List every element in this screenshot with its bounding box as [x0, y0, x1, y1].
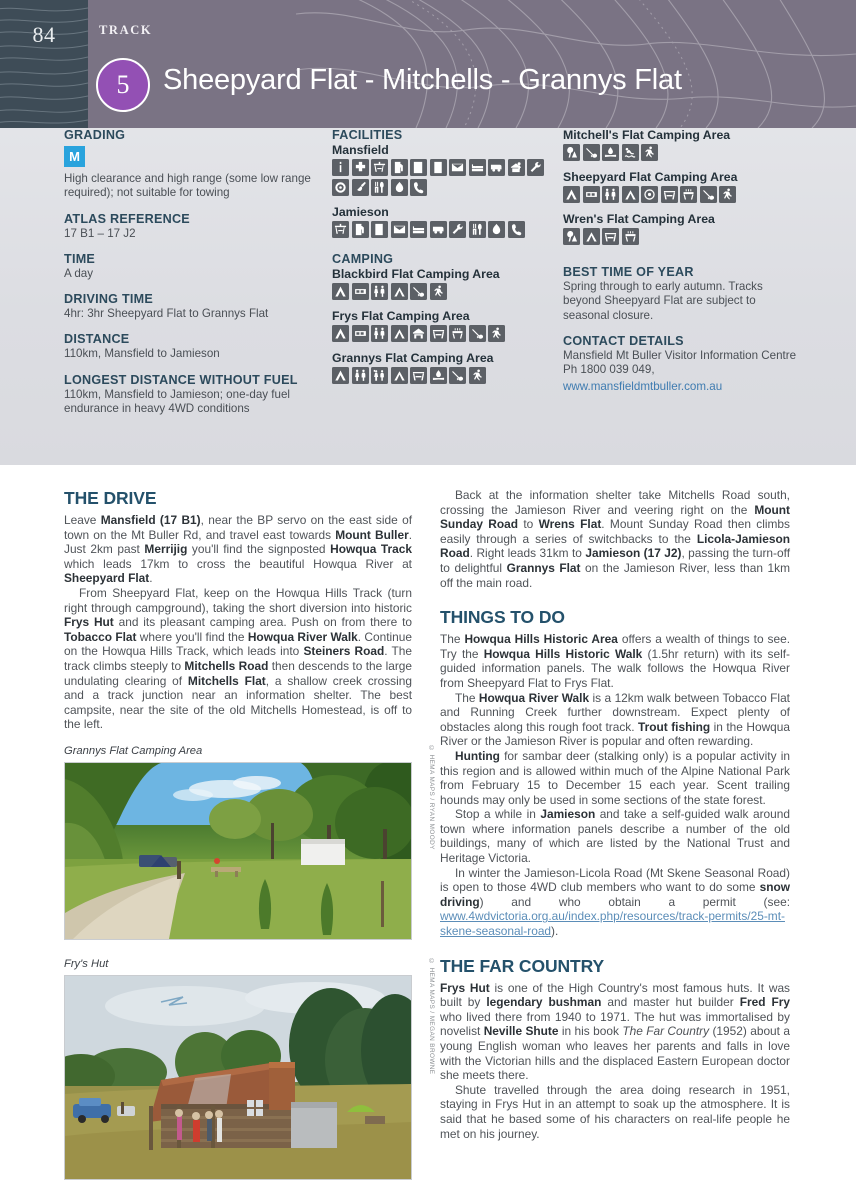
emphasis: Hunting	[455, 748, 500, 763]
book-title: The Far Country	[622, 1024, 710, 1039]
far-country-paragraph-2	[440, 1083, 790, 1141]
text-run: Shute travelled through the area doing research in 1951, staying in Frys Hut in an attempt to soak up the atmosphere. It is said that he based some of his characters on real-life people he met on his journey.	[440, 1082, 790, 1141]
page-spine	[0, 0, 88, 128]
emphasis: Howqua Hills Historic Area	[464, 632, 618, 647]
page-number: 84	[32, 22, 56, 47]
facilities-heading: FACILITIES	[332, 128, 403, 142]
things-to-do-heading: THINGS TO DO	[440, 607, 565, 628]
emphasis: Frys Hut	[64, 615, 114, 630]
camping-area-name: Wren's Flat Camping Area	[563, 212, 715, 226]
tent-icon	[332, 283, 349, 300]
telephone-icon	[410, 179, 427, 196]
figure-2-photo	[64, 975, 412, 1180]
visitor-centre-icon	[508, 159, 525, 176]
time-block	[64, 252, 314, 281]
emphasis: Grannys Flat	[506, 560, 581, 575]
fishing-icon	[410, 283, 427, 300]
text-run: ) and who obtain a permit (see:	[479, 894, 790, 909]
time-heading: TIME	[64, 251, 96, 266]
text-run: . Right leads 31km to	[469, 546, 586, 561]
emphasis: Trout fishing	[638, 719, 711, 734]
emphasis: Frys Hut	[440, 980, 490, 995]
emphasis: Licola-Jamieson Road	[440, 531, 790, 561]
walking-icon	[488, 325, 505, 342]
info-column-right	[563, 128, 803, 406]
tent-icon	[332, 367, 349, 384]
track-number-badge	[96, 58, 150, 112]
bbq-icon	[449, 325, 466, 342]
text-run: in his book	[558, 1024, 623, 1039]
info-column-left	[64, 128, 314, 427]
text-run: (1952) about a young English woman who leaves her parents and falls in love with the Victorian hills and the displaced Eastern European doctor she meets there.	[440, 1024, 790, 1083]
bush-camp-icon	[563, 144, 580, 161]
caravan-icon	[352, 325, 369, 342]
the-drive-paragraph-2	[64, 586, 412, 732]
facility-group	[332, 143, 547, 196]
things-to-do-paragraph-1	[440, 632, 790, 690]
shop-icon	[410, 159, 427, 176]
text-run: Back at the information shelter take Mitchells Road south, crossing the Jamieson River and veering right on the	[440, 488, 790, 517]
figure-1-caption: Grannys Flat Camping Area	[64, 745, 203, 757]
text-run: The	[455, 690, 479, 705]
bbq-icon	[622, 228, 639, 245]
emphasis: Howqua River Walk	[478, 690, 590, 705]
figure-frys-hut	[64, 958, 435, 1180]
camper-trailer-icon	[391, 367, 408, 384]
accommodation-icon	[469, 159, 486, 176]
the-drive-paragraph-1	[64, 513, 412, 586]
camping-area-name: Frys Flat Camping Area	[332, 308, 470, 323]
track-label: TRACK	[99, 23, 153, 37]
camping-heading: CAMPING	[332, 251, 394, 266]
text-run: in the Howqua River or the Jamieson River is popular and often rewarding.	[440, 719, 791, 749]
grading-badge: M	[64, 146, 85, 167]
things-to-do-paragraph-4	[440, 807, 790, 865]
text-run: and its pleasant camping area. Push on from there to	[113, 615, 412, 630]
text-run: , passing the turn-off to delightful	[440, 546, 791, 575]
toilets-icon	[352, 367, 369, 384]
tent-icon	[563, 186, 580, 203]
picnic-table-icon	[602, 228, 619, 245]
text-run: In winter the Jamieson-Licola Road (Mt Skene Seasonal Road) is open to those 4WD club members who want to do some	[440, 865, 790, 895]
longest-distance-heading: LONGEST DISTANCE WITHOUT FUEL	[64, 372, 298, 387]
figure-2-credit: © HEMA MAPS / MEGAN BROWNE	[428, 958, 435, 1075]
walking-icon	[719, 186, 736, 203]
gas-icon	[488, 221, 505, 238]
hut-photo-art	[65, 976, 411, 1179]
disabled-toilets-icon	[371, 367, 388, 384]
phone-box-icon	[371, 221, 388, 238]
text-run: . The track climbs steeply to	[64, 644, 412, 673]
icon-row	[332, 367, 547, 384]
contact-line-2: Ph 1800 039 049,	[563, 363, 655, 377]
fishing-icon	[700, 186, 717, 203]
campfire-icon	[602, 144, 619, 161]
text-run: . Continue on the Howqua Hills Track, which leads into	[64, 629, 412, 659]
the-drive-paragraph-3	[440, 488, 790, 590]
icon-row	[563, 228, 778, 245]
figure-grannys-flat	[64, 745, 435, 940]
inline-link[interactable]: www.4wdvictoria.org.au/index.php/resources/track-permits/25-mt-skene-seasonal-road	[440, 909, 785, 939]
emphasis: snow driving	[440, 880, 790, 909]
text-run: you'll find the signposted	[187, 542, 331, 557]
camping-area	[563, 128, 803, 161]
camping-area	[563, 170, 803, 203]
camping-area	[332, 267, 547, 300]
emphasis: Mitchells Road	[184, 658, 269, 673]
emphasis: Howqua Hills Historic Walk	[483, 646, 643, 661]
accommodation-icon	[410, 221, 427, 238]
camera-icon	[352, 179, 369, 196]
camping-areas	[332, 267, 547, 384]
camping-areas-right	[563, 128, 803, 245]
campfire-icon	[430, 367, 447, 384]
emphasis: Jamieson (17 J2)	[585, 546, 682, 561]
camping-area	[332, 309, 547, 342]
text-run: Stop a while in	[455, 807, 541, 822]
caravan-park-icon	[430, 221, 447, 238]
text-run: . Just 2km past	[64, 527, 413, 557]
emphasis: legendary bushman	[486, 995, 602, 1010]
contact-website-link[interactable]: www.mansfieldmtbuller.com.au	[563, 380, 723, 394]
camping-area-name: Blackbird Flat Camping Area	[332, 266, 500, 281]
text-run: is one of the High Country's most famous huts. It was built by	[440, 980, 790, 1010]
restaurant-icon	[371, 179, 388, 196]
things-to-do-paragraph-2	[440, 691, 790, 749]
camping-area-name: Sheepyard Flat Camping Area	[563, 170, 738, 184]
things-to-do-paragraph-3	[440, 749, 790, 807]
icon-row	[332, 159, 547, 196]
things-to-do-paragraph-5	[440, 866, 790, 939]
emphasis: Jamieson	[540, 807, 596, 822]
tyre-service-icon	[332, 179, 349, 196]
driving-time-text: 4hr: 3hr Sheepyard Flat to Grannys Flat	[64, 307, 269, 321]
far-country-paragraph-1	[440, 981, 790, 1083]
emphasis: Mount Buller	[335, 527, 409, 542]
text-run: and take a self-guided walk around town where information panels describe a number of the old buildings, many of which are listed by the National Trust and Heritage Victoria.	[440, 807, 791, 866]
emphasis: Howqua Track	[330, 542, 412, 557]
grading-heading: GRADING	[64, 128, 126, 142]
emphasis: Howqua River Walk	[247, 629, 358, 644]
text-run: (1.5hr return) with its self-guided information panels. The walk follows the Howqua River from Sheepyard Flat to Frys Flat.	[440, 646, 790, 690]
text-run: where you'll find the	[136, 629, 248, 644]
hut-icon	[410, 325, 427, 342]
driving-time-block	[64, 292, 314, 321]
best-time-block	[563, 265, 803, 323]
camper-trailer-icon	[622, 186, 639, 203]
picnic-table-icon	[430, 325, 447, 342]
icon-row	[563, 144, 778, 161]
emphasis: Steiners Road	[303, 644, 385, 659]
post-office-icon	[391, 221, 408, 238]
grading-block	[64, 128, 314, 201]
body-column-right	[440, 488, 790, 1141]
text-run: then descends to the large undulating clearing of	[64, 658, 413, 688]
time-text: A day	[64, 266, 94, 280]
facility-group-name: Mansfield	[332, 143, 389, 157]
icon-row	[563, 186, 778, 203]
driving-time-heading: DRIVING TIME	[64, 292, 154, 307]
text-run: which leads 17km to cross the beautiful Howqua River at	[64, 556, 412, 571]
bush-camp-icon	[563, 228, 580, 245]
camper-trailer-icon	[583, 228, 600, 245]
camping-area	[563, 212, 803, 245]
page-header	[0, 0, 856, 128]
mechanic-icon	[527, 159, 544, 176]
figure-2-caption: Fry's Hut	[64, 958, 109, 970]
atlas-heading: ATLAS REFERENCE	[64, 211, 190, 226]
text-run: Leave	[64, 513, 101, 527]
text-run: is a 12km walk between Tobacco Flat and Running Creek further downstream. Expect plenty of obstacles along this rough foot track.	[440, 690, 790, 734]
walking-icon	[469, 367, 486, 384]
caravan-park-icon	[488, 159, 505, 176]
gas-icon	[391, 179, 408, 196]
picnic-table-icon	[410, 367, 427, 384]
fishing-icon	[583, 144, 600, 161]
contact-block	[563, 334, 803, 396]
figure-1-credit: © HEMA MAPS / RYAN MOODY	[428, 745, 435, 850]
camping-area-name: Mitchell's Flat Camping Area	[563, 128, 731, 142]
body-column-left	[64, 488, 412, 732]
information-icon	[332, 159, 349, 176]
walking-icon	[430, 283, 447, 300]
icon-row	[332, 325, 547, 342]
contact-line-1: Mansfield Mt Buller Visitor Information Centre	[563, 348, 797, 362]
mechanic-icon	[449, 221, 466, 238]
fuel-icon	[391, 159, 408, 176]
text-run: .	[149, 571, 153, 586]
walking-icon	[641, 144, 658, 161]
telephone-icon	[508, 221, 525, 238]
icon-row	[332, 221, 547, 238]
text-run: , near the BP servo on the east side of town on the Mt Buller Rd, and travel east towards	[64, 513, 413, 542]
emphasis: Neville Shute	[483, 1024, 559, 1039]
picnic-area-icon	[332, 221, 349, 238]
the-drive-heading: THE DRIVE	[64, 488, 157, 508]
first-aid-icon	[352, 159, 369, 176]
emphasis: Merrijig	[144, 542, 188, 557]
emphasis: Sheepyard Flat	[64, 571, 150, 586]
camping-area-name: Grannys Flat Camping Area	[332, 350, 494, 365]
text-run: The	[440, 632, 465, 647]
best-time-heading: BEST TIME OF YEAR	[563, 265, 694, 279]
text-run: on the Jamieson River, less than 1km off the main road.	[440, 560, 791, 590]
emphasis: Mount Sunday Road	[440, 502, 790, 532]
distance-heading: DISTANCE	[64, 332, 130, 347]
text-run: who lived there from 1940 to 1971. The hut was immortalised by novelist	[440, 1009, 790, 1039]
atlas-text: 17 B1 – 17 J2	[64, 226, 136, 240]
phone-box-icon	[430, 159, 447, 176]
track-number: 5	[116, 70, 130, 99]
page-title: Sheepyard Flat - Mitchells - Grannys Flat	[163, 64, 682, 96]
camper-trailer-icon	[391, 283, 408, 300]
grading-text: High clearance and high range (some low range required); not suitable for towing	[64, 172, 311, 200]
restaurant-icon	[469, 221, 486, 238]
longest-distance-text: 110km, Mansfield to Jamieson; one-day fuel endurance in heavy 4WD conditions	[64, 387, 290, 416]
info-band	[0, 128, 856, 465]
fuel-icon	[352, 221, 369, 238]
picnic-area-icon	[371, 159, 388, 176]
emphasis: Tobacco Flat	[64, 629, 137, 644]
camper-trailer-icon	[391, 325, 408, 342]
camping-area	[332, 351, 547, 384]
tent-icon	[332, 325, 349, 342]
text-run: . Mount Sunday Road then climbs easily through a series of switchbacks to the	[440, 517, 790, 546]
figure-1-photo	[64, 762, 412, 940]
toilets-icon	[371, 325, 388, 342]
fishing-icon	[469, 325, 486, 342]
text-run: for sambar deer (stalking only) is a popular activity in this region and is allowed within much of the Alpine National Park from February 15 to December 15 each year. Scent trailing hounds may only be used in some sections of the state forest.	[440, 748, 790, 807]
distance-text: 110km, Mansfield to Jamieson	[64, 347, 220, 361]
fishing-icon	[449, 367, 466, 384]
caravan-icon	[583, 186, 600, 203]
facility-group	[332, 205, 547, 238]
campground-photo-art	[65, 763, 411, 939]
contact-heading: CONTACT DETAILS	[563, 333, 684, 348]
spine-contour-icon	[0, 0, 88, 128]
text-run: From Sheepyard Flat, keep on the Howqua Hills Track (turn right through campground), taking the short diversion into historic	[64, 585, 412, 615]
distance-block	[64, 332, 314, 361]
bbq-icon	[680, 186, 697, 203]
text-run: to	[518, 517, 539, 532]
atlas-block	[64, 212, 314, 241]
picnic-table-icon	[661, 186, 678, 203]
toilets-icon	[371, 283, 388, 300]
water-icon	[641, 186, 658, 203]
caravan-icon	[352, 283, 369, 300]
emphasis: Fred Fry	[739, 995, 790, 1010]
toilets-icon	[602, 186, 619, 203]
text-run: , a shallow creek crossing and a track junction near an information shelter. The best campsite, near the site of the old Mitchells Homestead, is off to the left.	[64, 673, 412, 732]
text-run: and master hut builder	[601, 995, 740, 1010]
swimming-icon	[622, 144, 639, 161]
emphasis: Mitchells Flat	[187, 673, 266, 688]
text-run: ).	[551, 924, 559, 939]
emphasis: Mansfield (17 B1)	[100, 513, 201, 527]
icon-row	[332, 283, 547, 300]
facility-group-name: Jamieson	[332, 204, 389, 219]
best-time-text: Spring through to early autumn. Tracks beyond Sheepyard Flat are subject to seasonal closure.	[563, 280, 763, 322]
post-office-icon	[449, 159, 466, 176]
far-country-heading: THE FAR COUNTRY	[440, 955, 605, 976]
text-run: offers a wealth of things to see. Try the	[440, 632, 791, 661]
longest-distance-block	[64, 373, 314, 417]
emphasis: Wrens Flat	[538, 517, 602, 532]
facilities-groups	[332, 143, 547, 238]
info-column-middle	[332, 128, 547, 393]
